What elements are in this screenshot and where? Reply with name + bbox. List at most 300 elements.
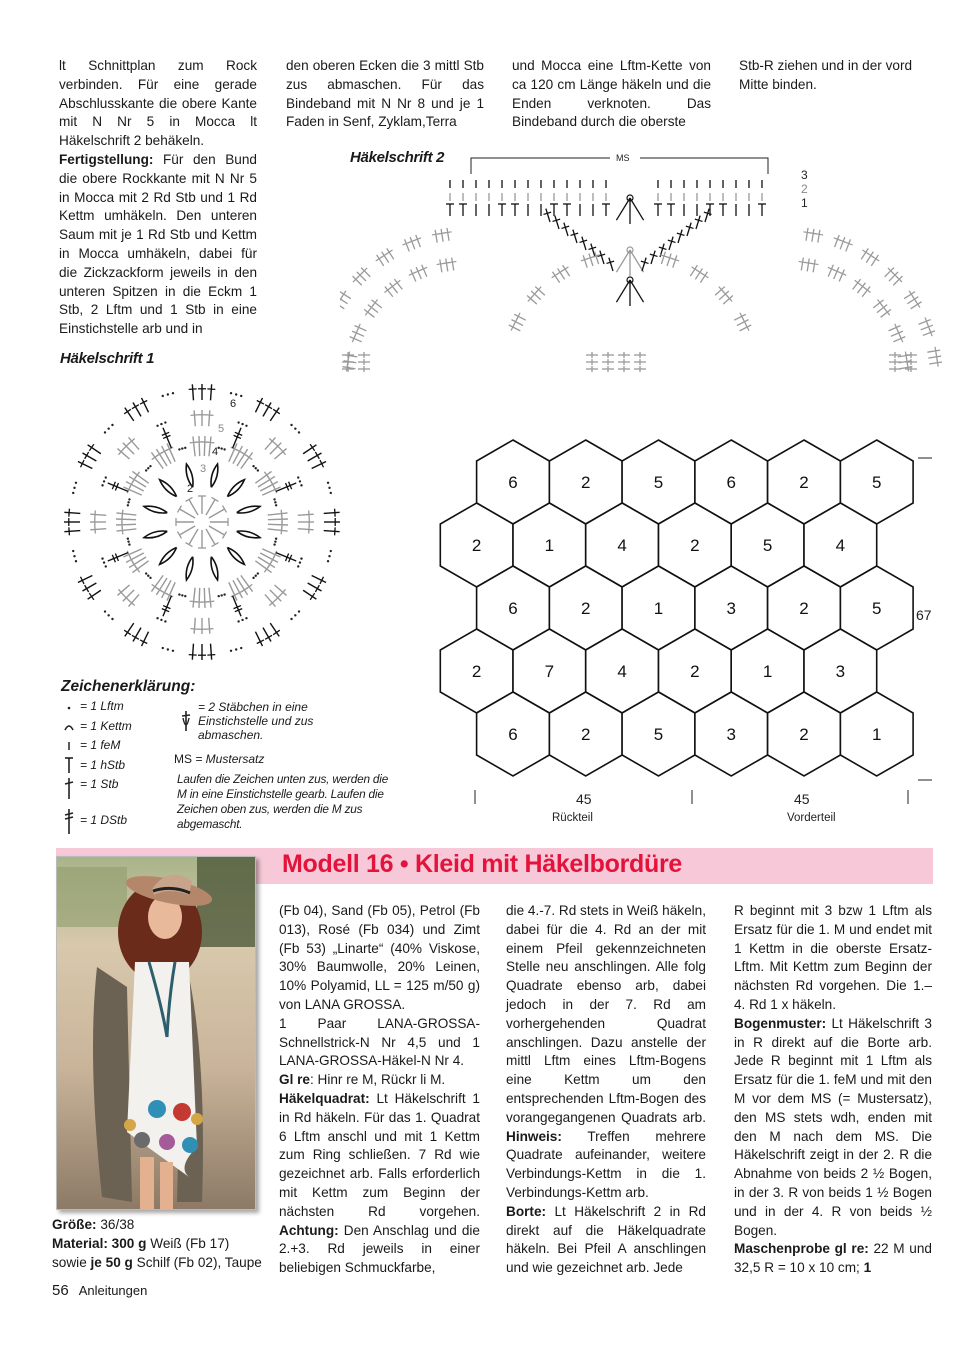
stitch-symbol	[350, 337, 362, 342]
round-number: 6	[230, 398, 237, 410]
stitch-crossbar	[206, 629, 214, 630]
chain-stitch	[235, 393, 237, 395]
chain-stitch	[111, 424, 113, 426]
stitch-crossbar	[189, 389, 197, 390]
chain-stitch	[273, 498, 275, 500]
stitch-symbol	[806, 228, 808, 241]
stitch-symbol	[687, 223, 691, 236]
stitch-symbol	[90, 514, 106, 515]
stitch-symbol	[209, 588, 211, 608]
stitch-crossbar	[152, 584, 158, 589]
cluster-stitch	[211, 464, 218, 487]
stitch-symbol	[582, 237, 586, 250]
stitch-symbol	[308, 583, 322, 591]
chain-stitch	[294, 427, 296, 429]
stitch-crossbar	[437, 263, 445, 264]
stitch-symbol	[268, 513, 288, 515]
motif-color-number: 2	[690, 536, 700, 555]
chain-stitch	[162, 395, 164, 397]
stitch-symbol	[387, 248, 394, 259]
ms-label: = Mustersatz	[195, 752, 265, 766]
cluster-stitch	[160, 480, 177, 497]
chain-stitch	[72, 550, 74, 552]
stitch-symbol	[573, 230, 577, 243]
stitch-symbol	[546, 209, 550, 222]
motif-color-number: 3	[726, 599, 736, 618]
stitch-symbol	[142, 398, 149, 412]
chain-stitch	[328, 555, 330, 557]
stitch-symbol	[194, 618, 195, 634]
stitch-symbol	[116, 519, 136, 520]
chain-stitch	[164, 620, 166, 622]
chain-stitch	[167, 393, 169, 395]
stitch-symbol	[452, 258, 454, 271]
stitch-symbol	[441, 229, 443, 242]
motif-color-number: 1	[653, 599, 664, 618]
legend-item: = 1 feM	[58, 736, 132, 756]
chain-stitch	[240, 395, 242, 397]
stitch-crossbar	[862, 250, 869, 254]
stitch-symbol	[734, 314, 746, 320]
motif-color-number: 5	[653, 725, 664, 744]
motif-color-number: 5	[871, 473, 882, 492]
motif-color-number: 7	[544, 662, 555, 681]
chain-stitch	[160, 423, 162, 425]
stitch-crossbar	[803, 232, 811, 233]
stitch-crossbar	[335, 509, 336, 517]
stitch-symbol	[142, 632, 149, 646]
stitch-symbol	[64, 512, 80, 513]
stitch-crossbar	[335, 527, 336, 535]
motif-color-number: 6	[508, 599, 518, 618]
stitch-symbol	[133, 402, 141, 416]
legend-item: = 1 hStb	[58, 756, 132, 776]
chain-stitch	[330, 550, 332, 552]
chain-stitch	[240, 647, 242, 649]
stitch-crossbar	[384, 288, 390, 293]
height-label: 67	[916, 607, 932, 623]
stitch-symbol	[446, 259, 448, 272]
stitch-crossbar	[95, 511, 96, 519]
stitch-symbol	[90, 529, 106, 530]
layout-plan	[430, 420, 950, 840]
chain-stitch	[274, 501, 276, 503]
chain-stitch	[164, 421, 166, 423]
chain-stitch	[273, 543, 275, 545]
stitch-symbol	[78, 462, 92, 469]
motif-color-number: 4	[835, 536, 846, 555]
chain-stitch	[73, 555, 75, 557]
chain-stitch	[156, 617, 158, 619]
stitch-symbol	[678, 230, 682, 243]
stitch-crossbar	[124, 630, 131, 634]
stitch-symbol	[192, 644, 193, 660]
stitch-symbol	[258, 557, 275, 568]
stitch-symbol	[129, 476, 146, 487]
stitch-symbol	[78, 575, 92, 582]
material-spec: Material: 300 g Weiß (Fb 17) sowie je 50 g Schilf (Fb 02), Taupe	[52, 1235, 262, 1270]
chain-stitch	[300, 557, 302, 559]
chain-stitch	[145, 572, 147, 574]
front-label: Vorderteil	[787, 812, 836, 824]
chain-stitch	[127, 538, 129, 540]
cluster-stitch	[186, 557, 193, 580]
stitch-crossbar	[135, 472, 140, 478]
cluster-stitch	[237, 506, 260, 513]
stitch-symbol	[669, 237, 673, 250]
stitch-symbol	[600, 251, 604, 264]
chain-stitch	[300, 484, 302, 486]
motif-color-number: 2	[799, 599, 809, 618]
text-column-3	[512, 57, 711, 132]
motif-color-number: 6	[726, 473, 736, 492]
chain-stitch	[103, 480, 105, 482]
chain-stitch	[218, 595, 220, 597]
motif-color-number: 4	[617, 662, 627, 681]
motif-color-number: 5	[871, 599, 882, 618]
chain-stitch	[245, 617, 247, 619]
chain-stitch	[299, 480, 301, 482]
chain-stitch	[252, 465, 254, 467]
chain-stitch	[257, 469, 259, 471]
text-column-4	[739, 57, 939, 95]
motif-color-number: 6	[508, 473, 518, 492]
stitch-symbol	[211, 644, 212, 660]
chain-stitch	[127, 540, 129, 542]
chain-stitch	[72, 492, 74, 494]
stitch-crossbar	[310, 593, 314, 600]
stitch-symbol	[209, 436, 211, 456]
single-crochet-icon	[58, 740, 80, 752]
chain-stitch	[162, 647, 164, 649]
stitch-symbol	[812, 229, 814, 242]
gauge: Maschenprobe gl re: 22 M und 32,5 R = 10 x 10 cm; 1	[734, 1241, 932, 1276]
stitch-symbol	[923, 331, 935, 336]
back-label: Rückteil	[552, 812, 593, 824]
stitch-symbol	[740, 325, 752, 331]
stitch-symbol	[839, 269, 844, 281]
chain-stitch	[128, 498, 130, 500]
stitch-symbol	[927, 350, 940, 352]
cluster-stitch	[144, 531, 167, 538]
chain-dot-icon	[58, 702, 80, 712]
round-number: 3	[200, 463, 207, 475]
text-column-1	[59, 57, 257, 339]
material-continued: (Fb 04), Sand (Fb 05), Petrol (Fb 013), Rosé (Fb 034) und Zimt (Fb 53) „Linarte“ (40% Viskose, 30% Baumwolle, 20% Leinen, 10% Polyamid, LL = 125 m/50 g) von LANA GROSSA.	[279, 903, 480, 1012]
chain-stitch	[290, 424, 292, 426]
stitch-crossbar	[206, 415, 214, 416]
chain-stitch	[104, 431, 106, 433]
stitch-crossbar	[246, 455, 252, 460]
stitch-symbol	[193, 436, 195, 456]
stitch-crossbar	[69, 509, 70, 517]
treble-crochet-icon	[58, 807, 80, 835]
chain-stitch	[127, 504, 129, 506]
motif-color-number: 3	[726, 725, 736, 744]
stitch-symbol	[116, 529, 136, 531]
stitch-symbol	[133, 628, 141, 642]
stitch-symbol	[440, 259, 442, 272]
chain-stitch	[328, 487, 330, 489]
chain-stitch	[145, 469, 147, 471]
arch-pattern: Bogenmuster: Lt Häkelschrift 3 in R direkt auf die Borte arb. Jede R beginnt mit 1 Lftm als Ersatz für die 1. feM und mit den M vor dem MS (= Mustersatz), den MS stets wdh, enden mit den M nach dem MS. Die Häkelschrift zeigt in der 2. R die Abnahme von beids 2 ½ Bogen, in der 3. R von beids 1 ½ Bogen und in der 4. R von beids ½ Bogen.	[734, 1015, 932, 1238]
motif-color-number: 2	[471, 662, 482, 681]
stitch-crossbar	[855, 280, 861, 285]
stitch-symbol	[447, 228, 449, 241]
column-intro: lt Schnittplan zum Rock verbinden. Für eine gerade Abschlusskante die obere Kante mit N Nr 5 in Mocca lt Häkelschrift 2 behäkeln.	[59, 58, 257, 149]
stitch-symbol	[268, 524, 288, 525]
legend-item: = 1 DStb	[58, 806, 132, 836]
size-spec: Größe: 36/38	[52, 1217, 135, 1232]
stitch-crossbar	[207, 655, 215, 656]
legend-item: = 1 Lftm	[58, 697, 132, 717]
chain-stitch	[241, 423, 243, 425]
stitch-symbol	[179, 526, 195, 535]
stitch-crossbar	[877, 299, 882, 305]
chart2-title: Häkelschrift 2	[350, 149, 445, 166]
ms-key: MS	[174, 752, 192, 766]
round-number: 4	[212, 446, 219, 458]
stitch-crossbar	[191, 415, 199, 416]
stitch-symbol	[324, 531, 340, 532]
stitch-symbol	[416, 267, 421, 279]
stitch-symbol	[209, 618, 210, 634]
stitch-symbol	[609, 258, 613, 271]
chain-stitch	[178, 448, 180, 450]
stitch-crossbar	[376, 257, 383, 261]
stitch-crossbar	[69, 527, 70, 535]
stitch-symbol	[199, 436, 200, 456]
stitch-symbol	[690, 265, 697, 276]
stitch-symbol	[193, 588, 195, 608]
chain-stitch	[127, 501, 129, 503]
stitch-symbol	[263, 628, 271, 642]
stitch-symbol	[352, 331, 364, 336]
chain-stitch	[220, 447, 222, 449]
stitch-symbol	[737, 320, 749, 326]
stitch-symbol	[889, 326, 901, 331]
chain-stitch	[245, 425, 247, 427]
chain-stitch	[220, 594, 222, 596]
stitch-symbol	[116, 513, 136, 515]
chain-stitch	[128, 543, 130, 545]
chain-stitch	[172, 650, 174, 652]
back-width: 45	[576, 791, 592, 807]
square-instructions: die 4.-7. Rd stets in Weiß häkeln, dabei für die 4. Rd an der mit einem Pfeil gekennzeichneten Stelle neu anschlingen. Alle folg Quadrate ebenso arb, dabei jedoch in der 7. Rd am vorhergehenden Quadrat anschlingen. Dazu anstelle der mittl Lftm eines Lftm-Bogens eine Kettm um den entsprechenden Lftm-Bogen des vorangegangenen Quadrats arb. Hinweis: Treffen mehrere Quadrate aufeinander, weitere Verbindungs-Kettm in die 1. Verbindungs-Kettm arb.	[506, 903, 706, 1200]
motif-color-number: 2	[581, 599, 591, 618]
stitch-symbol	[312, 575, 326, 582]
crochet-square: Häkelquadrat: Lt Häkelschrift 1 in Rd häkeln. Für das 1. Quadrat 6 Lftm anschl und mit 1 Kettm zum Ring schließen. 7 Rd wie gezeichnet arb. Falls erforderlich mit Kettm zum Beginn der nächsten Rd vorgehen. Achtung: Den Anschlag und die 2.+3. Rd jeweils in einer beliebigen Schmuckfarbe,	[279, 1090, 480, 1276]
stitch-symbol	[206, 499, 215, 515]
chain-stitch	[103, 561, 105, 563]
stitch-symbol	[324, 512, 340, 513]
legend-item: = 1 Stb	[58, 775, 132, 800]
stitch-crossbar	[935, 347, 936, 355]
column-text: den oberen Ecken die 3 mittl Stb zus abmaschen. Für das Bindeband mit N Nr 8 und je 1 Faden in Senf, Zyklam,Terra	[286, 58, 484, 130]
cluster-label: = 2 Stäbchen in eine Einstichstelle und zus abmaschen.	[198, 700, 314, 742]
section-name: Anleitungen	[78, 1283, 148, 1298]
cluster-stitch	[211, 557, 218, 580]
chain-stitch	[111, 618, 113, 620]
stitch-symbol	[179, 509, 195, 518]
stitch-symbol	[298, 514, 314, 515]
stitch-crossbar	[189, 655, 197, 656]
row-number: 3	[801, 168, 808, 182]
stitch-crossbar	[309, 526, 310, 534]
crochet-chart-1	[52, 352, 352, 672]
chain-stitch	[294, 614, 296, 616]
chain-stitch	[290, 618, 292, 620]
model-photo	[56, 856, 256, 1210]
stitch-symbol	[651, 251, 655, 264]
motif-color-number: 2	[581, 473, 591, 492]
motif-color-number: 2	[471, 536, 482, 555]
stitch-crossbar	[432, 234, 440, 235]
instruction-column-2	[279, 902, 480, 1278]
text-column-2	[286, 57, 484, 132]
stitch-symbol	[411, 269, 416, 281]
stitch-symbol	[312, 462, 326, 469]
stitch-symbol	[194, 410, 195, 426]
chain-stitch	[101, 484, 103, 486]
cluster-stitch	[227, 547, 244, 564]
round-number: 5	[218, 423, 225, 435]
chain-stitch	[235, 648, 237, 650]
stitch-crossbar	[89, 444, 93, 451]
stitch-symbol	[416, 235, 421, 247]
chain-stitch	[160, 619, 162, 621]
motif-color-number: 2	[690, 662, 700, 681]
stitch-symbol	[818, 230, 820, 243]
stitch-symbol	[583, 255, 587, 267]
stitch-symbol	[835, 235, 840, 247]
chain-stitch	[75, 482, 77, 484]
finishing-label: Fertigstellung:	[59, 151, 154, 167]
page-number: 56	[52, 1282, 69, 1299]
stitch-crossbar	[552, 273, 559, 277]
motif-color-number: 2	[799, 473, 809, 492]
model-title: Modell 16 • Kleid mit Häkelbordüre	[282, 850, 683, 878]
stitch-symbol	[511, 320, 523, 326]
motif-color-number: 4	[617, 536, 627, 555]
chain-stitch	[230, 392, 232, 394]
stitch-symbol	[911, 302, 922, 309]
legend-cluster	[174, 700, 373, 766]
stitch-crossbar	[190, 601, 198, 602]
stitch-symbol	[673, 255, 677, 267]
half-double-crochet-icon	[58, 756, 80, 774]
slip-stitch-icon	[58, 721, 80, 731]
stitch-symbol	[268, 519, 288, 520]
stitch-symbol	[410, 237, 415, 249]
chain-stitch	[105, 476, 107, 478]
stitch-symbol	[564, 223, 568, 236]
crochet-chart-2	[340, 150, 950, 390]
stitch-crossbar	[89, 593, 93, 600]
stitch-symbol	[589, 254, 593, 266]
chain-stitch	[327, 482, 329, 484]
chain-stitch	[156, 425, 158, 427]
repeat-label: MS	[616, 153, 630, 163]
stitch-symbol	[509, 325, 521, 331]
stitch-symbol	[616, 250, 630, 272]
page-footer	[52, 1282, 147, 1299]
stitch-symbol	[82, 453, 96, 461]
chain-stitch	[257, 572, 259, 574]
stitch-symbol	[563, 265, 570, 276]
instruction-column-4	[734, 902, 932, 1278]
motif-color-number: 5	[762, 536, 773, 555]
stitch-symbol	[192, 384, 193, 400]
stitch-symbol	[928, 356, 941, 358]
chain-stitch	[297, 476, 299, 478]
chain-stitch	[107, 614, 109, 616]
motif-color-number: 1	[871, 725, 882, 744]
stitch-symbol	[514, 314, 526, 320]
chain-stitch	[105, 565, 107, 567]
chain-stitch	[275, 504, 277, 506]
needles: 1 Paar LANA-GROSSA-Schnellstrick-N Nr 4,5 und 1 LANA-GROSSA-Häkel-N Nr 4.	[279, 1015, 480, 1069]
chain-stitch	[107, 427, 109, 429]
stitch-symbol	[405, 239, 410, 251]
stitch-symbol	[268, 529, 288, 531]
chain-stitch	[255, 575, 257, 577]
chain-stitch	[147, 467, 149, 469]
photo-illustration	[57, 857, 255, 1209]
stitch-crossbar	[281, 526, 282, 534]
stitch-symbol	[630, 198, 644, 220]
stitch-symbol	[616, 280, 630, 302]
stitch-symbol	[828, 265, 833, 277]
motif-color-number: 1	[762, 662, 773, 681]
motif-color-number: 2	[799, 725, 809, 744]
chain-stitch	[327, 560, 329, 562]
stitch-symbol	[206, 529, 215, 545]
stitch-crossbar	[212, 543, 219, 547]
stitch-symbol	[591, 244, 595, 257]
stitch-crossbar	[124, 409, 131, 413]
stitch-crossbar	[186, 543, 193, 547]
chain-stitch	[178, 593, 180, 595]
stitch-symbol	[263, 402, 271, 416]
stitch-symbol	[422, 265, 427, 277]
stitch-symbol	[189, 499, 198, 515]
stitch-crossbar	[310, 444, 314, 451]
legend-title: Zeichenerklärung:	[61, 678, 196, 695]
stitch-symbol	[595, 252, 599, 264]
chain-stitch	[181, 447, 183, 449]
legend-item: = 1 Kettm	[58, 717, 132, 737]
stitch-symbol	[237, 578, 248, 595]
stitch-symbol	[156, 449, 167, 466]
chain-stitch	[184, 595, 186, 597]
row-number: 1	[801, 196, 808, 210]
stitch-symbol	[846, 239, 851, 251]
chain-stitch	[104, 610, 106, 612]
chain-stitch	[149, 465, 151, 467]
finishing-text: Für den Bund die obere Rockkante mit N Nr 5 in Mocca mit 2 Rd Stb und 1 Rd Kettm umhäkeln. Den unteren Saum mit je 1 Rd Stb und Kettm in Mocca umhäkeln, dabei für die Zickzackform jeweils in den unteren Spitzen in die Eckm 1 Stb, 2 Lftm und 1 Stb in eine Einstichstelle arb und in	[59, 151, 257, 337]
stitch-crossbar	[273, 630, 280, 634]
motif-color-number: 1	[544, 536, 555, 555]
stitch-symbol	[211, 384, 212, 400]
stitch-symbol	[199, 588, 200, 608]
row-number: 2	[801, 182, 808, 196]
stitch-symbol	[807, 259, 809, 272]
chain-stitch	[149, 577, 151, 579]
stitch-symbol	[189, 529, 198, 545]
legend-list	[58, 697, 132, 836]
stitch-symbol	[801, 258, 803, 271]
